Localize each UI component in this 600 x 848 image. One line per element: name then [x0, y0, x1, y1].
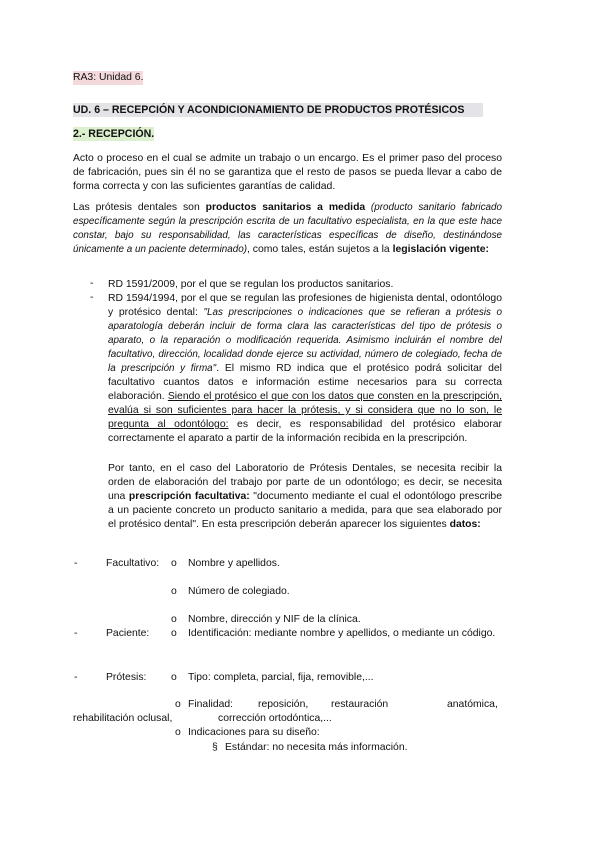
list-item: Nombre, dirección y NIF de la clínica. — [188, 614, 361, 625]
list-bullet: o — [171, 558, 177, 569]
law-item: RD 1591/2009, por el que se regulan los productos sanitarios. — [108, 279, 394, 290]
list-dash: - — [90, 292, 94, 303]
list-item: Indicaciones para su diseño: — [188, 727, 320, 738]
list-bullet: o — [171, 672, 177, 683]
list-item: anatómica, — [447, 699, 498, 710]
list-bullet: o — [171, 628, 177, 639]
prescription-paragraph: Por tanto, en el caso del Laboratorio de Prótesis Dentales, se necesita recibir la orden de elaboración del trabajo por parte de un odontólogo; es decir, se necesita una prescripción facultativa: "documento mediante el cual el odontólogo prescribe a un paciente concreto un producto sanitario a medida, para que sea elaborado por el protésico dental". En esta prescripción deberán aparecer los siguientes datos: — [108, 463, 502, 530]
section-heading: 2.- RECEPCIÓN. — [73, 128, 155, 140]
list-bullet: § — [212, 742, 218, 753]
protesis-label: Prótesis: — [106, 672, 147, 683]
intro-paragraph: Acto o proceso en el cual se admite un trabajo o un encargo. Es el primer paso del proceso de fabricación, pues sin él no se garantiza que el resto de pasos se pueda llevar a cabo de forma correcta y con las suficientes garantías de calidad. — [73, 153, 502, 192]
list-dash: - — [74, 558, 78, 569]
list-item: rehabilitación oclusal, — [73, 713, 173, 724]
list-item: reposición, — [258, 699, 309, 710]
facultativo-label: Facultativo: — [106, 558, 160, 569]
list-bullet: o — [171, 614, 177, 625]
list-item: Finalidad: — [188, 699, 234, 710]
list-item: Número de colegiado. — [188, 586, 290, 597]
unit-header: RA3: Unidad 6. — [73, 72, 144, 83]
list-dash: - — [74, 628, 78, 639]
list-item: Estándar: no necesita más información. — [225, 742, 408, 753]
document-title: UD. 6 – RECEPCIÓN Y ACONDICIONAMIENTO DE PRODUCTOS PROTÉSICOS — [73, 103, 483, 117]
list-item: restauración — [331, 699, 389, 710]
list-dash: - — [74, 672, 78, 683]
list-item: Nombre y apellidos. — [188, 558, 280, 569]
list-bullet: o — [175, 699, 181, 710]
list-item: corrección ortodóntica,... — [218, 713, 332, 724]
list-dash: - — [90, 278, 94, 289]
list-item: Identificación: mediante nombre y apellidos, o mediante un código. — [188, 628, 496, 639]
definition-paragraph: Las prótesis dentales son productos sanitarios a medida (producto sanitario fabricado específicamente según la prescripción escrita de un facultativo especialista, en la que este hace constar, bajo su responsabilidad, las características específicas de diseño, destinándose únicamente a un paciente determinado), como tales, están sujetos a la legislación vigente: — [73, 202, 502, 255]
list-bullet: o — [171, 586, 177, 597]
law-item: RD 1594/1994, por el que se regulan las profesiones de higienista dental, odontólogo y protésico dental: "Las prescripciones o indicaciones que se refieran a prótesis o aparatología deberán incluir de forma clara las características del tipo de prótesis o aparato, o la reparación o modificación requerida. Asimismo incluirán el nombre del facultativo, dirección, localidad donde ejerce su actividad, número de colegiado, fecha de la prescripción y firma". El mismo RD indica que el protésico podrá solicitar del facultativo cuantos datos e información estime necesarios para su correcta elaboración. Siendo el protésico el que con los datos que consten en la prescripción, evalúa si son suficientes para hacer la prótesis, y si considera que no lo son, le pregunta al odontólogo: es decir, es responsabilidad del protésico elaborar correctamente el aparato a partir de la información recibida en la prescripción. — [108, 293, 502, 444]
list-bullet: o — [175, 727, 181, 738]
list-item: Tipo: completa, parcial, fija, removible,... — [188, 672, 374, 683]
paciente-label: Paciente: — [106, 628, 150, 639]
